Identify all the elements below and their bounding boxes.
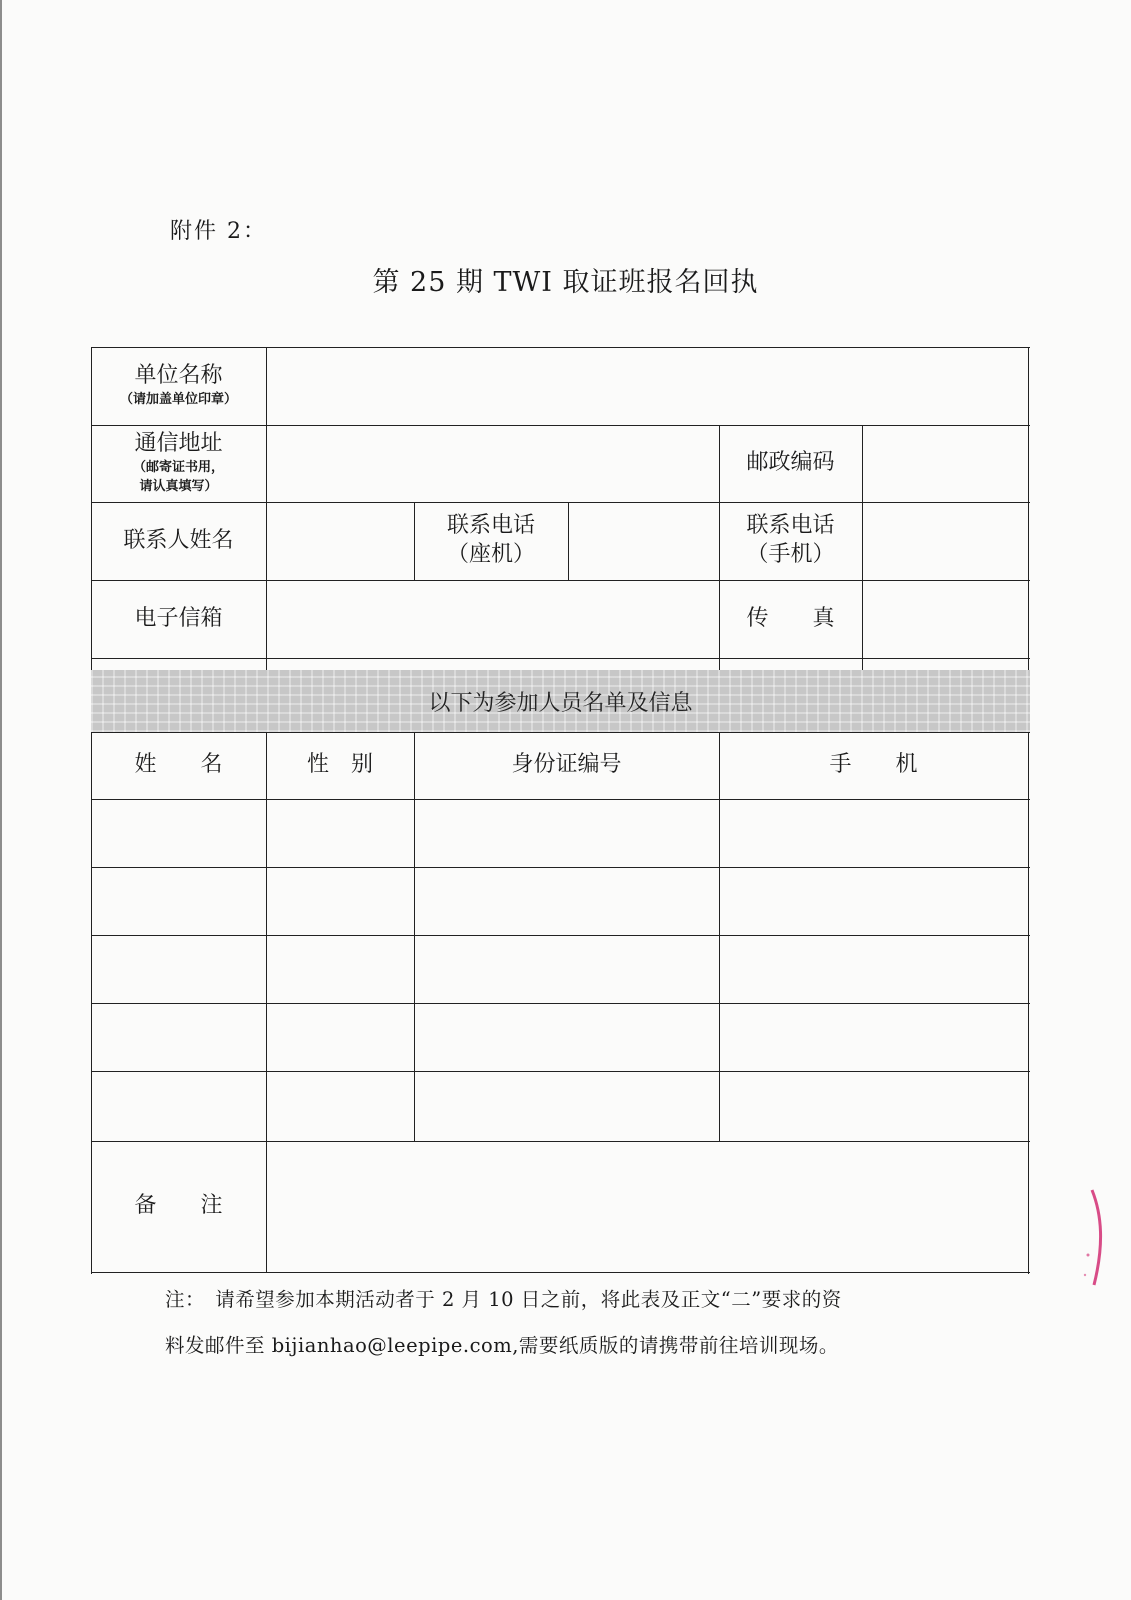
section-banner-text: 以下为参加人员名单及信息 [428,690,693,716]
column-header-gender-text: 性 别 [306,752,373,778]
column-header-name [91,732,266,799]
remarks-label-cell [91,1141,266,1272]
address-hint-line2: 请认真填写） [139,478,218,494]
postcode-label-cell [719,425,862,502]
column-header-name-text: 姓 名 [134,752,223,778]
fax-label: 传 真 [746,605,835,631]
contact-name-field[interactable] [266,502,414,580]
remarks-label: 备 注 [134,1193,223,1219]
form-border-bottom [91,1272,1030,1273]
column-header-id-number [414,732,719,799]
note-line-2: 料发邮件至 bijianhao@leepipe.com,需要纸质版的请携带前往培训现场。 [165,1334,839,1357]
registration-form [91,347,1030,1274]
stamp-mark [1080,1185,1110,1305]
postcode-field[interactable] [862,425,1028,502]
mobile-sublabel: （手机） [746,542,835,567]
address-hint-line1: （邮寄证书用， [132,459,224,475]
unit-name-label: 单位名称 [134,363,223,389]
landline-sublabel: （座机） [446,542,535,567]
table-row[interactable] [91,935,1028,1003]
contact-name-label: 联系人姓名 [123,527,234,553]
row-divider [91,658,1030,659]
table-row[interactable] [91,1003,1028,1071]
column-header-gender [266,732,414,799]
address-field[interactable] [266,425,719,502]
mobile-field[interactable] [862,502,1028,580]
email-field[interactable] [266,580,719,658]
table-row[interactable] [91,867,1028,935]
address-label-cell [91,425,266,502]
remarks-field[interactable] [266,1141,1028,1272]
address-label: 通信地址 [134,431,223,457]
note-line-1: 注： 请希望参加本期活动者于 2 月 10 日之前，将此表及正文“二”要求的资 [165,1288,842,1311]
mobile-label-cell [719,502,862,580]
unit-name-hint: （请加盖单位印章） [119,391,237,407]
landline-label: 联系电话 [446,513,535,539]
column-header-mobile-text: 手 机 [829,752,918,778]
mobile-label: 联系电话 [746,513,835,539]
landline-field[interactable] [568,502,719,580]
landline-label-cell [414,502,568,580]
unit-name-field[interactable] [266,347,1028,425]
table-row[interactable] [91,1071,1028,1141]
column-header-mobile [719,732,1028,799]
email-label-cell [91,580,266,658]
contact-name-label-cell [91,502,266,580]
scan-edge-mark [0,0,4,1600]
unit-name-label-cell [91,347,266,425]
column-header-id-number-text: 身份证编号 [511,752,622,778]
fax-field[interactable] [862,580,1028,658]
email-label: 电子信箱 [134,605,223,631]
page-title: 第 25 期 TWI 取证班报名回执 [372,267,759,298]
section-banner [91,670,1030,732]
postcode-label: 邮政编码 [746,450,835,476]
table-row[interactable] [91,799,1028,867]
attachment-label: 附件 2： [170,219,267,244]
fax-label-cell [719,580,862,658]
form-border-right [1028,347,1029,1274]
